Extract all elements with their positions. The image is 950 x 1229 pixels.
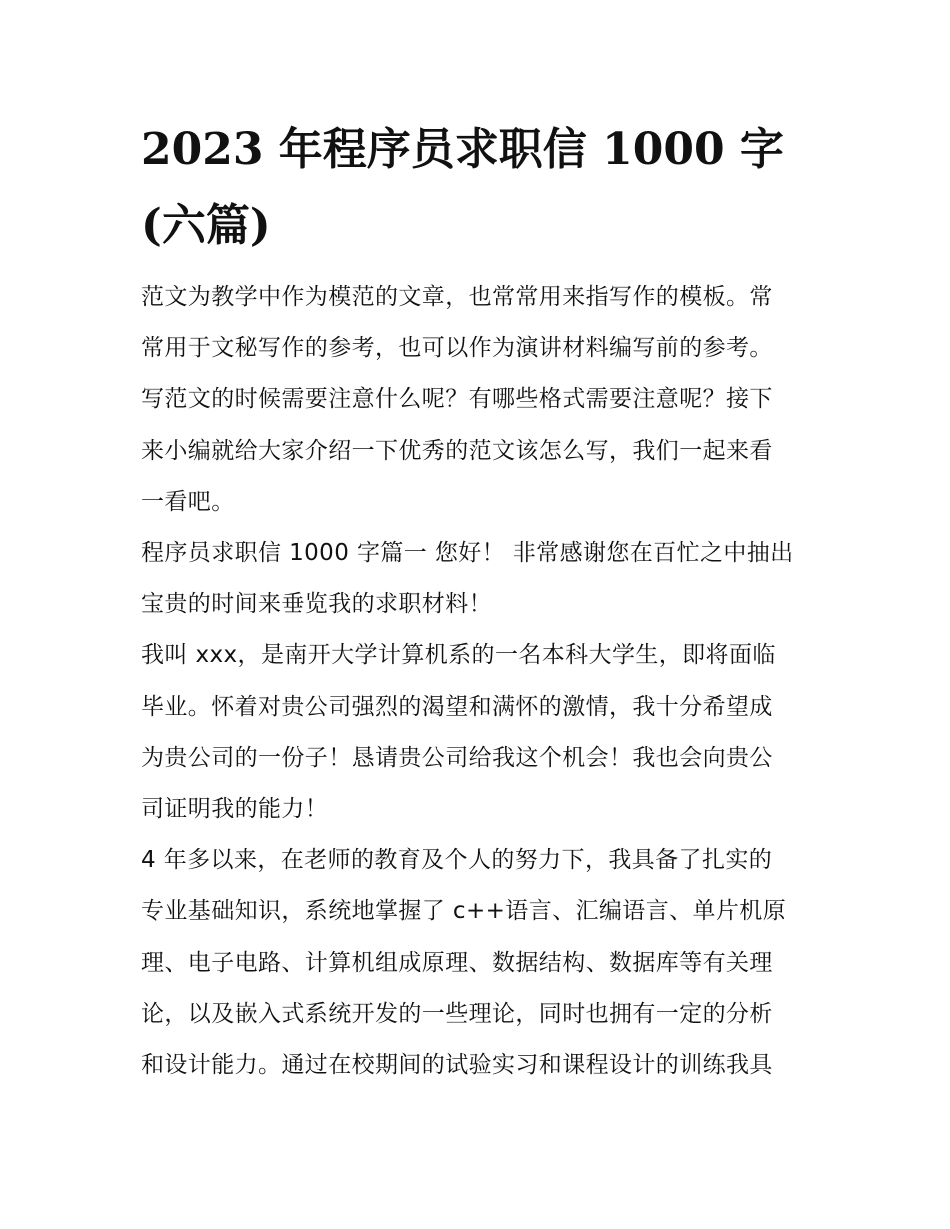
self-intro-paragraph <box>141 630 813 835</box>
text-line: 4 年多以来，在老师的教育及个人的努力下，我具备了扎实的 <box>141 847 773 874</box>
text-line: 范文为教学中作为模范的文章，也常常用来指写作的模板。常 <box>141 284 773 310</box>
text-line: 司证明我的能力！ <box>141 796 329 823</box>
title-line: 2023 年程序员求职信 1000 字 <box>141 124 784 175</box>
document-body <box>141 112 813 1091</box>
text-line: 宝贵的时间来垂览我的求职材料！ <box>141 591 492 618</box>
text-line: 程序员求职信 1000 字篇一 您好！ 非常感谢您在百忙之中抽出 <box>141 540 794 567</box>
text-line: 理、电子电路、计算机组成原理、数据结构、数据库等有关理 <box>141 949 773 976</box>
text-line: 常用于文秘写作的参考，也可以作为演讲材料编写前的参考。 <box>141 335 773 362</box>
greeting-paragraph <box>141 528 813 630</box>
document-title <box>141 112 813 264</box>
skills-paragraph <box>141 835 813 1091</box>
text-line: 和设计能力。通过在校期间的试验实习和课程设计的训练我具 <box>141 1052 773 1079</box>
intro-paragraph <box>141 272 813 528</box>
text-line: 我叫 xxx，是南开大学计算机系的一名本科大学生，即将面临 <box>141 642 776 669</box>
text-line: 写范文的时候需要注意什么呢？有哪些格式需要注意呢？接下 <box>141 386 773 413</box>
title-line: (六篇) <box>141 200 271 251</box>
text-line: 来小编就给大家介绍一下优秀的范文该怎么写，我们一起来看 <box>141 437 773 464</box>
text-line: 专业基础知识，系统地掌握了 c++语言、汇编语言、单片机原 <box>141 898 787 925</box>
text-line: 为贵公司的一份子！恳请贵公司给我这个机会！我也会向贵公 <box>141 744 773 771</box>
text-line: 论，以及嵌入式系统开发的一些理论，同时也拥有一定的分析 <box>141 1000 773 1027</box>
text-line: 一看吧。 <box>141 488 235 515</box>
text-line: 毕业。怀着对贵公司强烈的渴望和满怀的激情，我十分希望成 <box>141 693 773 720</box>
